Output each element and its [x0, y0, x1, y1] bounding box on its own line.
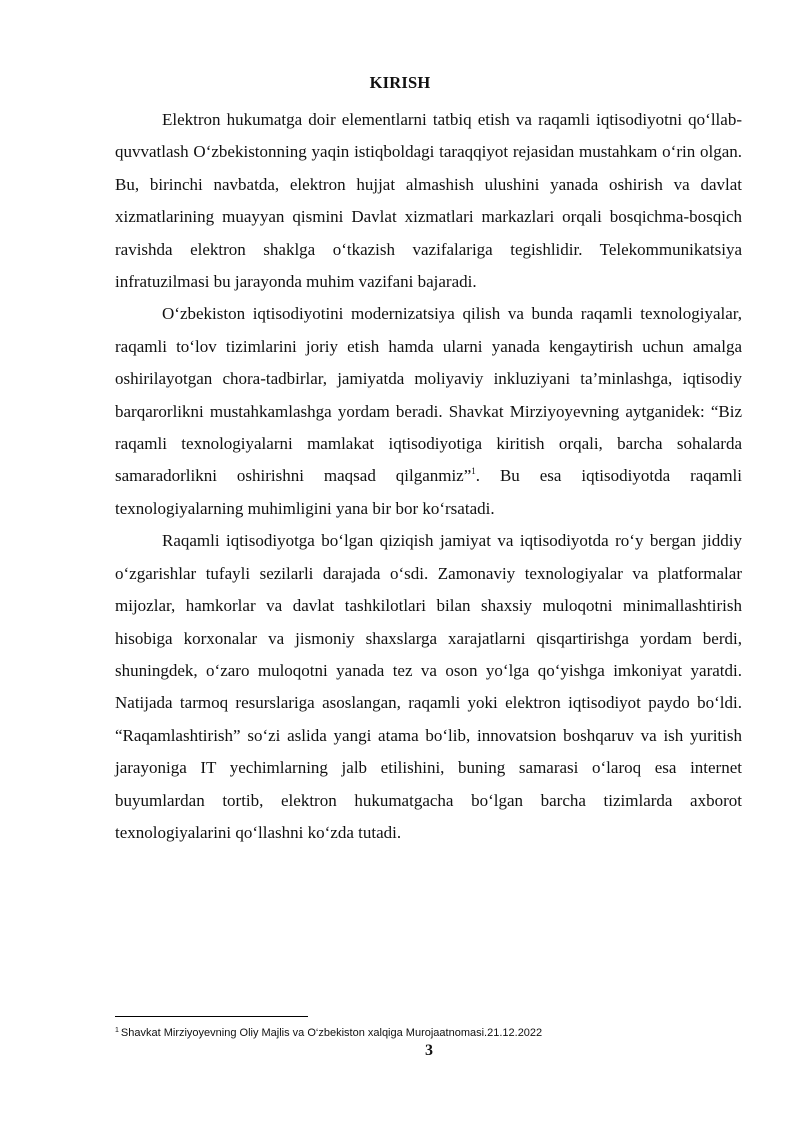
- paragraph-2-text-before-reference: O‘zbekiston iqtisodiyotini modernizatsiya qilish va bunda raqamli texnologiyalar, raqamli to‘lov tizimlarini joriy etish hamda ularni yanada kengaytirish uchun amalga oshirilayotgan chora-tadbirlar, jamiyatda moliyaviy inkluziyani ta’minlashga, iqtisodiy barqarorlikni mustahkamlashga yordam beradi. Shavkat Mirziyoyevning aytganidek: “Biz raqamli texnologiyalarni mamlakat iqtisodiyotiga kiritish orqali, barcha sohalarda samaradorlikni oshirishni maqsad qilganmiz”: [115, 304, 742, 486]
- footnote-separator: [115, 1016, 308, 1017]
- page-number: 3: [425, 1042, 433, 1059]
- footnote-text: Shavkat Mirziyoyevning Oliy Majlis va O‘zbekiston xalqiga Murojaatnomasi.21.12.2022: [120, 1027, 543, 1039]
- paragraph-2-text-after-reference: . Bu esa iqtisodiyotda raqamli texnologiyalarning muhimligini yana bir bor ko‘rsatadi.: [115, 466, 742, 518]
- footnote: [115, 1026, 742, 1040]
- paragraph-2: [115, 298, 742, 525]
- footnote-reference: 1: [471, 466, 476, 477]
- paragraph-1: Elektron hukumatga doir elementlarni tatbiq etish va raqamli iqtisodiyotni qo‘llab-quvvatlash O‘zbekistonning yaqin istiqboldagi taraqqiyot rejasidan mustahkam o‘rin olgan. Bu, birinchi navbatda, elektron hujjat almashish ulushini yanada oshirish va davlat xizmatlarining muayyan qismini Davlat xizmatlari markazlari orqali bosqichma-bosqich ravishda elektron shaklga o‘tkazish vazifalariga tegishlidir. Telekommunikatsiya infratuzilmasi bu jarayonda muhim vazifani bajaradi.: [115, 110, 742, 292]
- paragraph-3: Raqamli iqtisodiyotga bo‘lgan qiziqish jamiyat va iqtisodiyotda ro‘y bergan jiddiy o‘zgarishlar tufayli sezilarli darajada o‘sdi. Zamonaviy texnologiyalar va platformalar mijozlar, hamkorlar va davlat tashkilotlari bilan shaxsiy muloqotni minimallashtirish hisobiga korxonalar va jismoniy shaxslarga xarajatlarni qisqartirishga yordam berdi, shuningdek, o‘zaro muloqotni yanada tez va oson yo‘lga qo‘yishga imkoniyat yaratdi. Natijada tarmoq resurslariga asoslangan, raqamli yoki elektron iqtisodiyot paydo bo‘ldi. “Raqamlashtirish” so‘zi aslida yangi atama bo‘lib, innovatsion boshqaruv va ish yuritish jarayoniga IT yechimlarning jalb etilishini, buning samarasi o‘laroq esa internet buyumlardan tortib, elektron hukumatgacha bo‘lgan barcha tizimlarda axborot texnologiyalarini qo‘llashni ko‘zda tutadi.: [115, 531, 742, 842]
- page-title: KIRISH: [369, 73, 431, 92]
- footnote-marker: 1: [115, 1027, 119, 1034]
- body-text: [115, 104, 742, 849]
